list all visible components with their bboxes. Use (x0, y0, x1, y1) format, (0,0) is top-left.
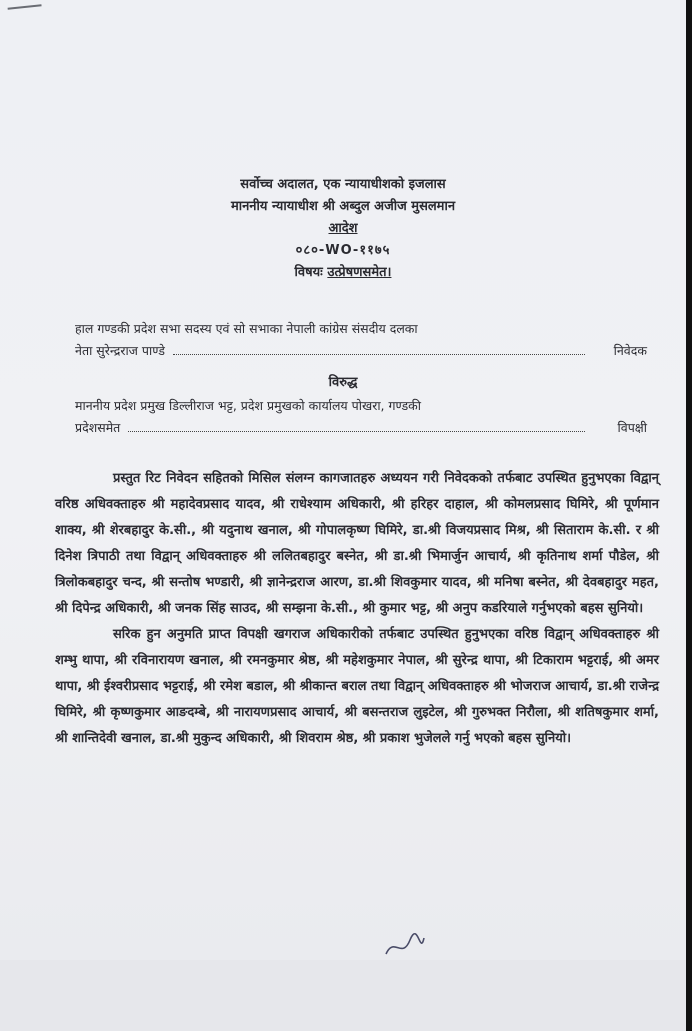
court-name: सर्वोच्च अदालत, एक न्यायाधीशको इजलास (240, 177, 446, 192)
subject-value: उत्प्रेषणसमेत। (327, 265, 392, 280)
page-edge (686, 0, 692, 1031)
corner-scratch-mark (8, 4, 43, 17)
versus-label: विरुद्ध (328, 375, 358, 390)
respondent-line-1: माननीय प्रदेश प्रमुख डिल्लीराज भट्ट, प्रदेश प्रमुखको कार्यालय पोखरा, गण्डकी (75, 398, 422, 413)
paragraph-respondent-arguments: सरिक हुन अनुमति प्राप्त विपक्षी खगराज अधिकारीको तर्फबाट उपस्थित हुनुभएका वरिष्ठ विद्वान् अधिवक्ताहरु श्री शम्भु थापा, श्री रविनारायण खनाल, श्री रमनकुमार श्रेष्ठ, श्री महेशकुमार नेपाल, श्री सुरेन्द्र थापा, श्री टिकाराम भट्टराई, श्री अमर थापा, श्री ईश्वरीप्रसाद भट्टराई, श्री रमेश बडाल, श्री श्रीकान्त बराल तथा विद्वान् अधिवक्ताहरु श्री भोजराज आचार्य, डा.श्री राजेन्द्र घिमिरे, श्री कृष्णकुमार आङदम्बे, श्री नारायणप्रसाद आचार्य, श्री बसन्तराज लुइटेल, श्री गुरुभक्त निरौला, श्री शतिषकुमार शर्मा, श्री शान्तिदेवी खनाल, डा.श्री मुकुन्द अधिकारी, श्री शिवराम श्रेष्ठ, श्री प्रकाश भुजेलले गर्नु भएको बहस सुनियो। (55, 627, 659, 746)
dotted-leader (128, 430, 585, 432)
petitioner-line-1: हाल गण्डकी प्रदेश सभा सदस्य एवं सो सभाका नेपाली कांग्रेस संसदीय दलका (75, 321, 418, 336)
dotted-leader (173, 353, 585, 355)
signature-scribble (380, 930, 428, 960)
subject-line (0, 262, 686, 284)
petitioner-line-2: नेता सुरेन्द्रराज पाण्डे (75, 343, 165, 358)
petitioner-block (75, 318, 647, 362)
paragraph-petitioner-arguments: प्रस्तुत रिट निवेदन सहितको मिसिल संलग्न कागजातहरु अध्ययन गरी निवेदकको तर्फबाट उपस्थित हुनुभएका विद्वान् वरिष्ठ अधिवक्ताहरु श्री महादेवप्रसाद यादव, श्री राधेश्याम अधिकारी, श्री हरिहर दाहाल, श्री कोमलप्रसाद घिमिरे, श्री पूर्णमान शाक्य, श्री शेरबहादुर के.सी., श्री यदुनाथ खनाल, श्री गोपालकृष्ण घिमिरे, डा.श्री विजयप्रसाद मिश्र, श्री सिताराम के.सी. र श्री दिनेश त्रिपाठी तथा विद्वान् अधिवक्ताहरु श्री ललितबहादुर बस्नेत, श्री डा.श्री भिमार्जुन आचार्य, श्री कृतिनाथ शर्मा पौडेल, श्री त्रिलोकबहादुर चन्द, श्री सन्तोष भण्डारी, श्री ज्ञानेन्द्रराज आरण, डा.श्री शिवकुमार यादव, श्री मनिषा बस्नेत, श्री देवबहादुर महत, श्री दिपेन्द्र अधिकारी, श्री जनक सिंह साउद, श्री सम्झना के.सी., श्री कुमार भट्ट, श्री अनुप कडरियाले गर्नुभएको बहस सुनियो। (55, 471, 659, 616)
page-bottom-margin (0, 960, 686, 1031)
order-title: आदेश (328, 221, 358, 236)
respondent-role: विपक्षी (617, 420, 647, 435)
order-header (0, 174, 686, 284)
subject-label: विषयः (294, 265, 323, 280)
respondent-line-2: प्रदेशसमेत (75, 420, 121, 435)
petitioner-role: निवेदक (613, 343, 647, 358)
case-number: ०८०-WO-११७५ (295, 243, 391, 258)
judge-name: माननीय न्यायाधीश श्री अब्दुल अजीज मुसलमान (230, 199, 456, 214)
respondent-block (75, 395, 647, 439)
order-body (55, 466, 659, 752)
